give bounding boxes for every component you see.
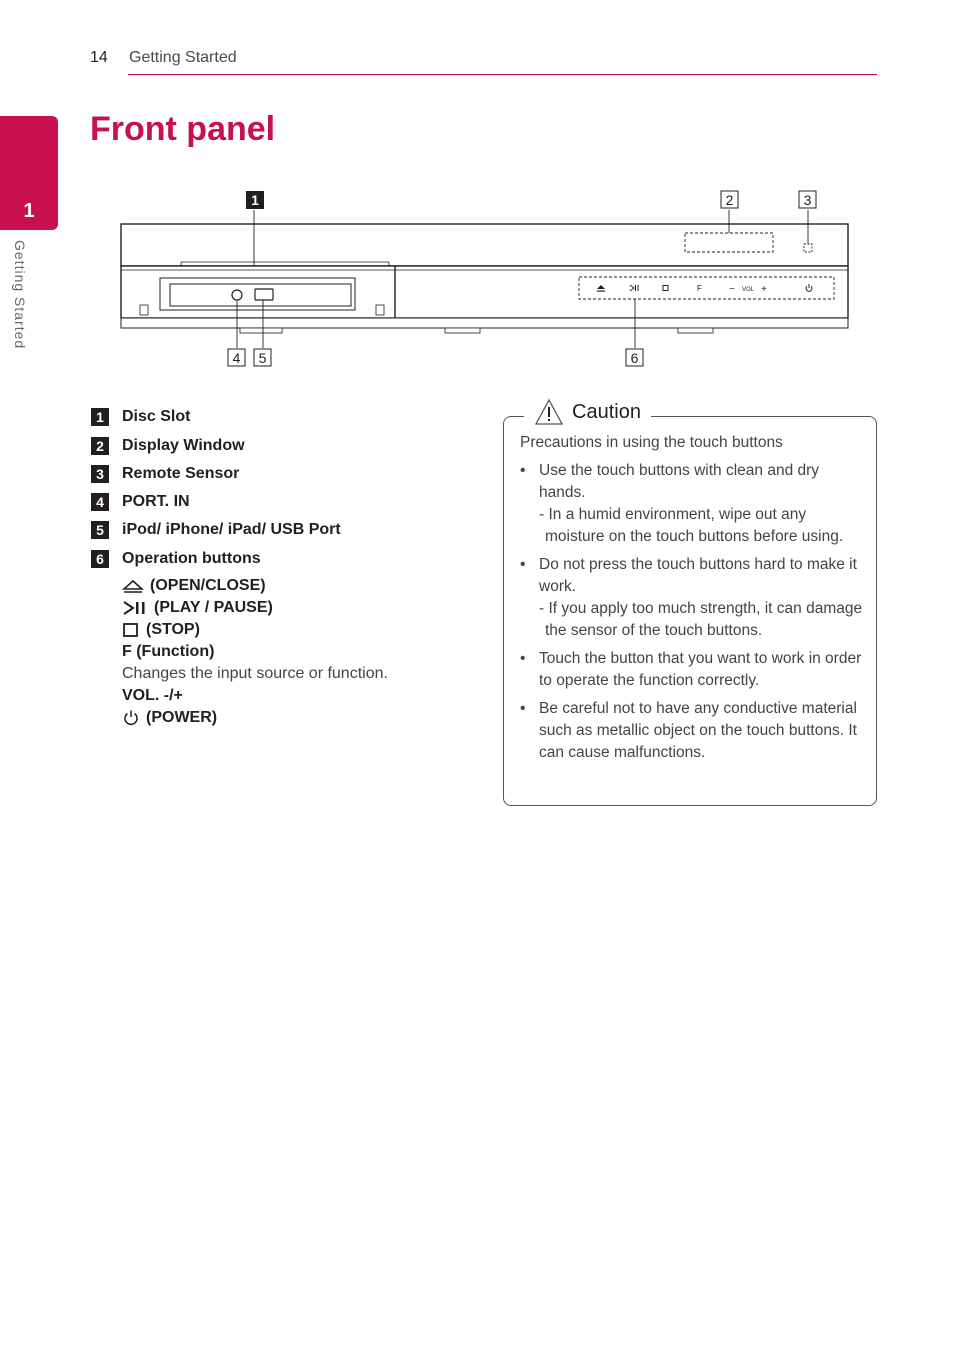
legend-label: PORT. IN (122, 493, 190, 510)
front-panel-diagram (115, 188, 855, 373)
caution-title: Caution (572, 400, 641, 423)
ops-play-pause: (PLAY / PAUSE) (122, 597, 388, 619)
panel-vol-minus: − (729, 284, 735, 295)
caution-item: • Be careful not to have any conductive material such as metallic object on the touch buttons. It can cause malfunctions. (520, 700, 857, 761)
caution-item: • Touch the button that you want to work in order to operate the function correctly. (520, 650, 862, 689)
caution-header (524, 398, 651, 426)
play-pause-icon (122, 600, 148, 616)
svg-text:2: 2 (725, 192, 734, 208)
legend-item (91, 437, 245, 455)
section-header: Getting Started (129, 49, 237, 66)
ops-open-close: (OPEN/CLOSE) (122, 575, 388, 597)
callout-3 (799, 191, 816, 208)
ops-stop: (STOP) (122, 619, 388, 641)
legend-number: 2 (91, 437, 109, 455)
callout-6 (626, 349, 643, 366)
chapter-label: Getting Started (12, 240, 28, 350)
caution-item: • Do not press the touch buttons hard to make it work. - If you apply too much strength, it can damage the sensor of the touch buttons. (520, 556, 863, 639)
ops-function-desc: Changes the input source or function. (122, 665, 388, 682)
power-icon (122, 709, 140, 727)
legend-item (91, 493, 190, 511)
callout-5 (254, 349, 271, 366)
ops-power: (POWER) (122, 707, 388, 729)
svg-text:1: 1 (251, 192, 259, 208)
callout-1 (246, 191, 264, 209)
chapter-number: 1 (23, 200, 35, 222)
panel-vol-plus: + (761, 284, 767, 295)
operation-buttons-list (122, 575, 388, 729)
legend-label: Disc Slot (122, 408, 191, 425)
svg-text:3: 3 (803, 192, 812, 208)
legend-label: Display Window (122, 437, 245, 454)
svg-text:4: 4 (232, 350, 241, 366)
legend-item (91, 521, 341, 539)
caution-intro: Precautions in using the touch buttons (520, 434, 783, 451)
svg-text:6: 6 (630, 350, 639, 366)
legend-number: 4 (91, 493, 109, 511)
panel-function-label: F (697, 284, 702, 293)
page-number: 14 (90, 49, 108, 66)
legend-number: 1 (91, 408, 109, 426)
page-title: Front panel (90, 110, 276, 148)
header-rule (128, 74, 877, 75)
caution-item: • Use the touch buttons with clean and dry hands. - In a humid environment, wipe out any moisture on the touch buttons before using. (520, 462, 844, 545)
callout-4 (228, 349, 245, 366)
svg-text:5: 5 (258, 350, 267, 366)
ops-vol: VOL. -/+ (122, 687, 183, 704)
legend-item (91, 465, 239, 483)
legend-number: 6 (91, 550, 109, 568)
caution-body (520, 432, 865, 764)
legend-label: Remote Sensor (122, 465, 240, 482)
legend-number: 5 (91, 521, 109, 539)
legend-label: iPod/ iPhone/ iPad/ USB Port (122, 521, 341, 538)
eject-icon (122, 578, 144, 594)
callout-2 (721, 191, 738, 208)
legend-label: Operation buttons (122, 550, 261, 567)
legend-item (91, 550, 261, 568)
stop-icon (122, 622, 140, 638)
panel-vol-label: VOL (742, 287, 755, 293)
ops-function: F (Function) (122, 643, 215, 660)
legend-item (91, 408, 190, 426)
legend-number: 3 (91, 465, 109, 483)
warning-icon (534, 398, 564, 426)
